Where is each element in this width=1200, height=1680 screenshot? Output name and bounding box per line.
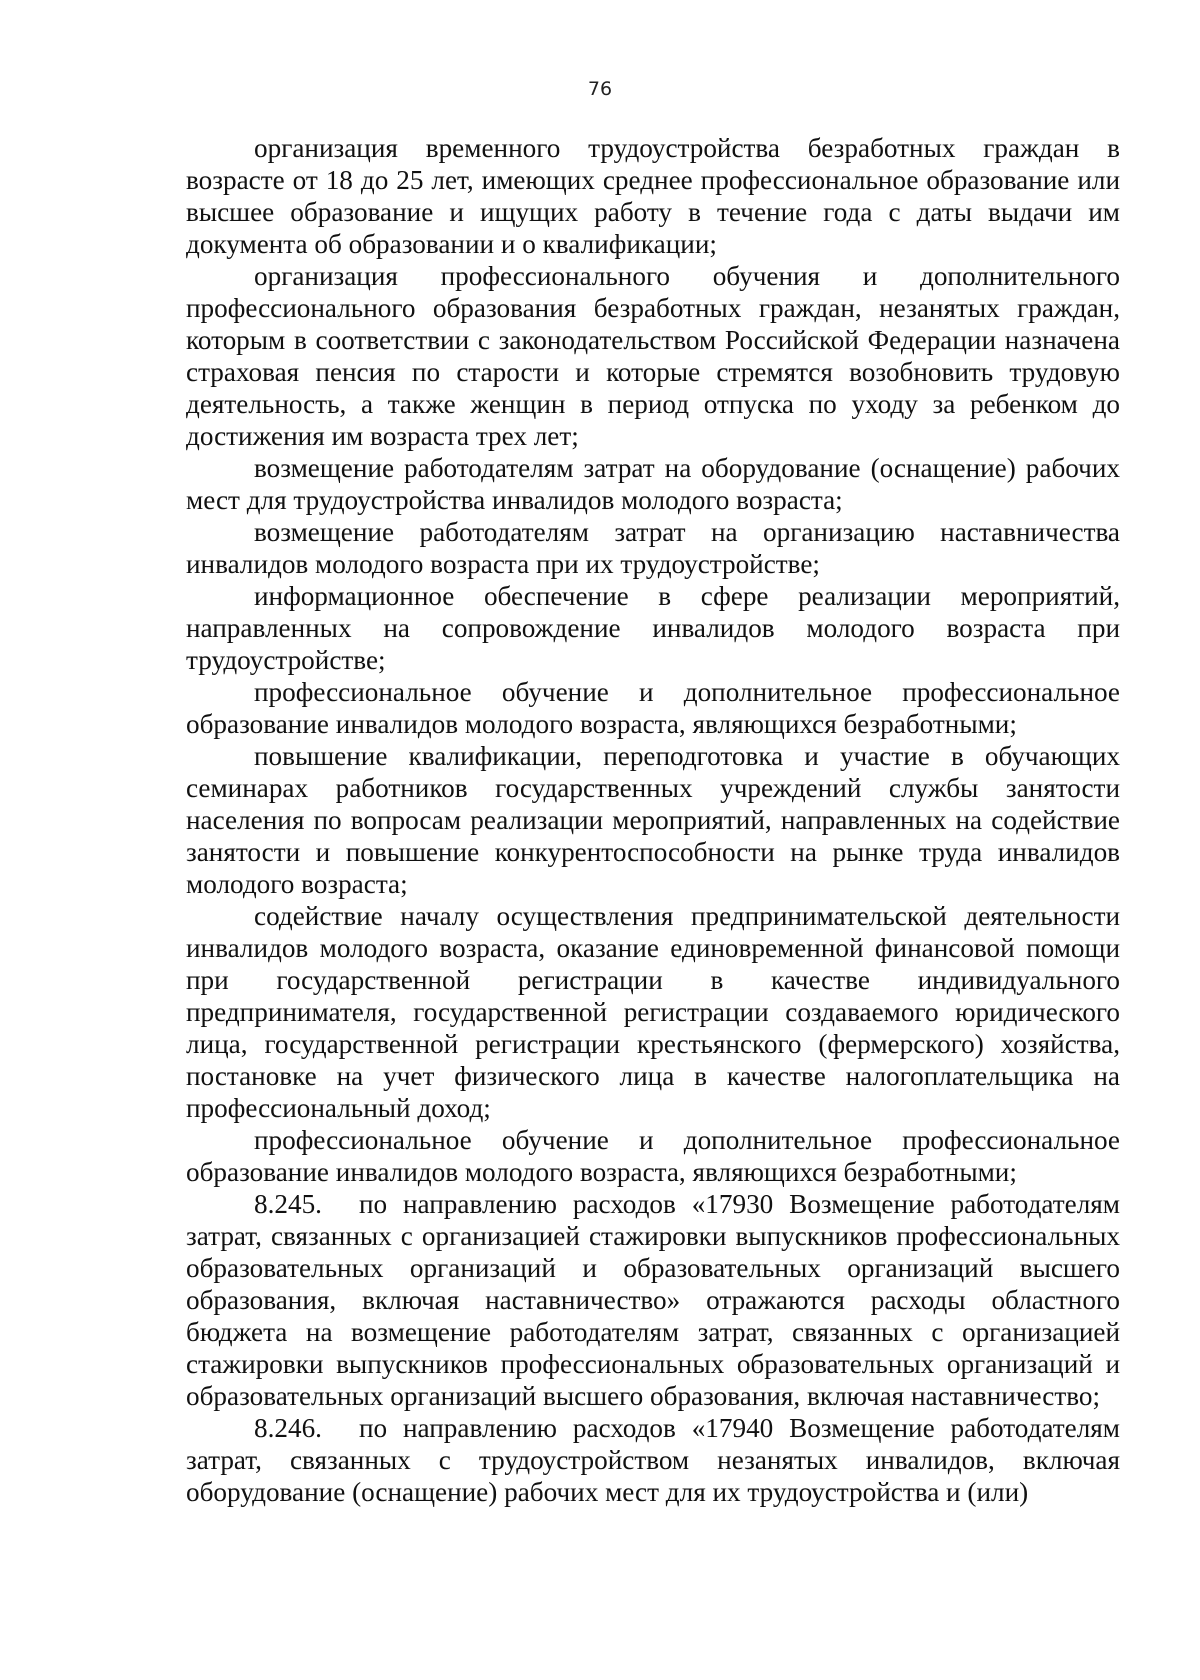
clause-number: 8.246. xyxy=(254,1413,322,1443)
paragraph: содействие началу осуществления предпринимательской деятельности инвалидов молодого возраста, оказание единовременной финансовой помощи при государственной регистрации в качестве индивидуального предпринимателя, государственной регистрации создаваемого юридического лица, государственной регистрации крестьянского (фермерского) хозяйства, постановке на учет физического лица в качестве налогоплательщика на профессиональный доход; xyxy=(186,901,1120,1123)
paragraph: возмещение работодателям затрат на организацию наставничества инвалидов молодого возраста при их трудоустройстве; xyxy=(186,517,1120,579)
paragraph: повышение квалификации, переподготовка и участие в обучающих семинарах работников государственных учреждений службы занятости населения по вопросам реализации мероприятий, направленных на содействие занятости и повышение конкурентоспособности на рынке труда инвалидов молодого возраста; xyxy=(186,741,1120,899)
clause-8-245 xyxy=(186,1188,1120,1412)
clause-8-246 xyxy=(186,1412,1120,1508)
clause-text: по направлению расходов «17940 Возмещение работодателям затрат, связанных с трудоустройством незанятых инвалидов, включая оборудование (оснащение) рабочих мест для их трудоустройства и (или) xyxy=(186,1413,1120,1507)
clause-text: по направлению расходов «17930 Возмещение работодателям затрат, связанных с организацией стажировки выпускников профессиональных образовательных организаций и образовательных организаций высшего образования, включая наставничество» отражаются расходы областного бюджета на возмещение работодателям затрат, связанных с организацией стажировки выпускников профессиональных образовательных организаций и образовательных организаций высшего образования, включая наставничество; xyxy=(186,1189,1120,1411)
paragraph: профессиональное обучение и дополнительное профессиональное образование инвалидов молодого возраста, являющихся безработными; xyxy=(186,1125,1120,1187)
paragraph: возмещение работодателям затрат на оборудование (оснащение) рабочих мест для трудоустройства инвалидов молодого возраста; xyxy=(186,453,1120,515)
paragraph: информационное обеспечение в сфере реализации мероприятий, направленных на сопровождение инвалидов молодого возраста при трудоустройстве; xyxy=(186,581,1120,675)
document-body xyxy=(186,132,1120,1508)
paragraph: организация профессионального обучения и дополнительного профессионального образования безработных граждан, незанятых граждан, которым в соответствии с законодательством Российской Федерации назначена страховая пенсия по старости и которые стремятся возобновить трудовую деятельность, а также женщин в период отпуска по уходу за ребенком до достижения им возраста трех лет; xyxy=(186,261,1120,451)
page-number: 76 xyxy=(587,78,613,100)
paragraph: профессиональное обучение и дополнительное профессиональное образование инвалидов молодого возраста, являющихся безработными; xyxy=(186,677,1120,739)
clause-number: 8.245. xyxy=(254,1189,322,1219)
paragraph: организация временного трудоустройства безработных граждан в возрасте от 18 до 25 лет, имеющих среднее профессиональное образование или высшее образование и ищущих работу в течение года с даты выдачи им документа об образовании и о квалификации; xyxy=(186,133,1120,259)
